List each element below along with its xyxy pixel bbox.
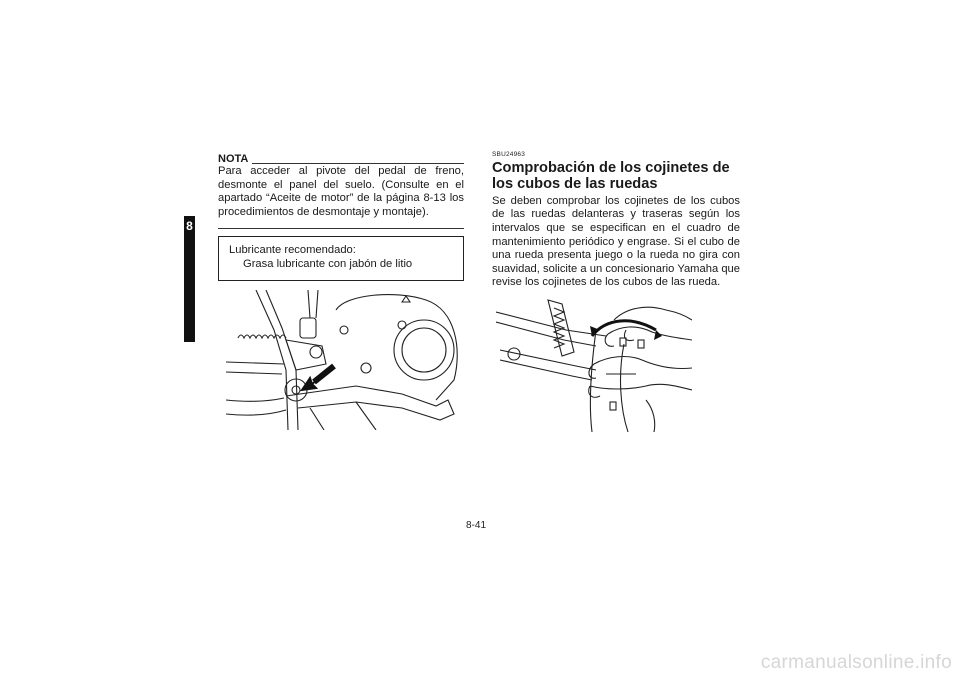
lubricant-value: Grasa lubricante con jabón de litio [243, 257, 413, 270]
note-top-rule [252, 163, 464, 164]
left-column [218, 151, 464, 281]
chapter-number: 8 [186, 219, 193, 233]
watermark: carmanualsonline.info [760, 652, 952, 673]
lubricant-box [218, 236, 464, 281]
wheel-bearing-check-illustration [496, 290, 692, 432]
brake-pedal-pivot-illustration [226, 290, 462, 430]
right-column [492, 151, 740, 290]
section-title: Comprobación de los cojinetes de los cubos de las ruedas [492, 160, 730, 193]
note-bottom-rule [218, 228, 464, 229]
note-text: Para acceder al pivote del pedal de freno, desmonte el panel del suelo. (Consulte en el apartado “Aceite de motor” de la página 8-13 los procedimientos de desmontaje y montaje). [218, 165, 464, 218]
note-header [218, 151, 464, 165]
section-text: Se deben comprobar los cojinetes de los cubos de las ruedas delanteras y traseras según los intervalos que se especifican en el cuadro de mantenimiento periódico y engrase. Si el cubo de una rueda presenta juego o la rueda no gira con suavidad, solicite a un concesionario Yamaha que revise los cojinetes de los cubos de las rueda. [492, 194, 740, 289]
page-number: 8-41 [466, 520, 487, 531]
section-code: SBU24963 [492, 151, 526, 158]
note-label: NOTA [218, 153, 249, 165]
lubricant-label: Lubricante recomendado: [229, 244, 356, 257]
